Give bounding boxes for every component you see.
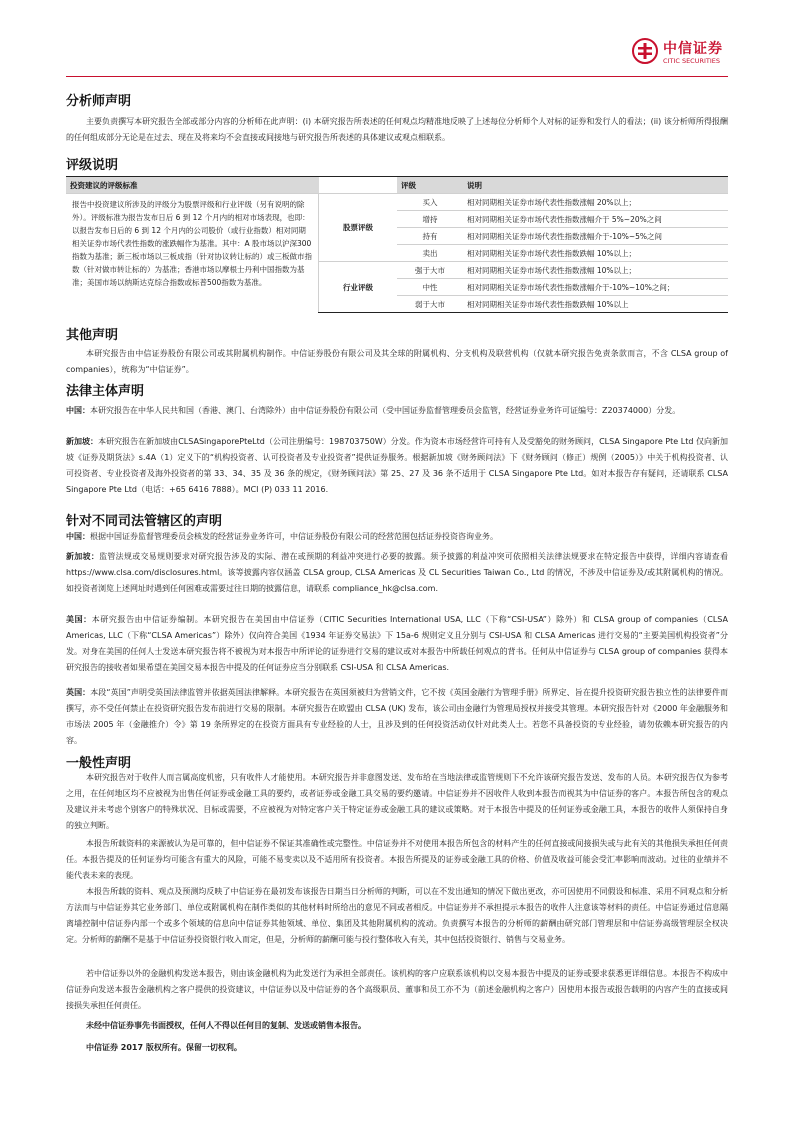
other-statement-text: 本研究报告由中信证券股份有限公司或其附属机构制作。中信证券股份有限公司及其全球的附属机构、分支机构及联营机构（仅就本研究报告免责条款而言，不含 CLSA group of companies），统称为“中信证券”。 xyxy=(66,349,728,374)
stock-rating-sell-desc: 相对同期相关证券市场代表性指数跌幅 10%以上； xyxy=(463,245,728,262)
rating-table xyxy=(66,176,728,312)
rating-standard-text: 报告中投资建议所涉及的评级分为股票评级和行业评级（另有说明的除外）。评级标准为报告发布日后 6 到 12 个月内的相对市场表现，也即：以报告发布日后的 6 到 12 个月内的公司股价（或行业指数）相对同期相关证券市场代表性指数的涨跌幅作为基准。其中：A 股市场以沪深300指数为基准；新三板市场以三板成指（针对协议转让标的）或三板做市指数（针对做市转让标的）为基准；香港市场以摩根士丹利中国指数为基准；美国市场以纳斯达克综合指数或标普500指数为基准。 xyxy=(66,194,319,313)
header-divider xyxy=(66,76,728,77)
section-title-legal: 法律主体声明 xyxy=(66,384,145,399)
section-title-general: 一般性声明 xyxy=(66,756,132,771)
rating-header-standard: 投资建议的评级标准 xyxy=(66,177,319,194)
stock-rating-buy-desc: 相对同期相关证券市场代表性指数涨幅 20%以上； xyxy=(463,194,728,211)
legal-singapore-label: 新加坡： xyxy=(66,437,99,446)
jurisdiction-singapore-text: 监管法规或交易规则要求对研究报告涉及的实际、潜在或预期的利益冲突进行必要的披露。须予披露的利益冲突可依照相关法律法规要求在特定报告中获得，详细内容请查看 https://www.clsa.com/disclosures.html。该等披露内容仅涵盖 CLSA group, CLSA Americas 及 CL Securities Taiwan Co., Ltd 的情况，不涉及中信证券及/或其附属机构的情况。如投资者浏览上述网址时遇到任何困难或需要过往日期的披露信息，请联系 compliance_hk@clsa.com. xyxy=(66,552,729,593)
industry-rating-neutral-desc: 相对同期相关证券市场代表性指数涨幅介于-10%~10%之间； xyxy=(463,279,728,296)
jurisdiction-us-paragraph xyxy=(66,612,728,676)
jurisdiction-singapore-paragraph xyxy=(66,549,728,597)
jurisdiction-us-label: 美国： xyxy=(66,615,92,624)
stock-rating-label: 股票评级 xyxy=(319,194,398,262)
stock-rating-sell: 卖出 xyxy=(397,245,463,262)
jurisdiction-uk-paragraph xyxy=(66,685,728,749)
rating-table-top-rule xyxy=(66,176,728,177)
section-title-other: 其他声明 xyxy=(66,328,119,343)
jurisdiction-uk-label: 英国： xyxy=(66,688,91,697)
citic-logo-icon xyxy=(632,38,658,64)
rating-header-desc: 说明 xyxy=(463,177,728,194)
general-paragraph-3: 本报告所载的资料、观点及预测均反映了中信证券在最初发布该报告日期当日分析师的判断，可以在不发出通知的情况下做出更改，亦可因使用不同假设和标准、采用不同观点和分析方法而与中信证券其它业务部门、单位或附属机构在制作类似的其他材料时所给出的意见不同或者相反。中信证券并不承担提示本报告的收件人注意该等材料的责任。中信证券通过信息隔离墙控制中信证券内部一个或多个领域的信息向中信证券其他领域、单位、集团及其他附属机构的流动。负责撰写本报告的分析师的薪酬由研究部门管理层和中信证券高级管理层全权决定。分析师的薪酬不是基于中信证券投资银行收入而定，但是，分析师的薪酬可能与投行整体收入有关，其中包括投资银行、销售与交易业务。 xyxy=(66,887,728,944)
stock-rating-hold: 持有 xyxy=(397,228,463,245)
legal-china-paragraph xyxy=(66,403,728,419)
rating-header-blank xyxy=(319,177,398,194)
general-paragraph-1: 本研究报告对于收件人而言属高度机密，只有收件人才能使用。本研究报告并非意图发送、发布给在当地法律或监管规则下不允许该研究报告发送、发布的人员。本研究报告仅为参考之用，在任何地区均不应被视为出售任何证券或金融工具的要约，或者证券或金融工具交易的要约邀请。中信证券并不因收件人收到本报告而视其为中信证券的客户。本报告所包含的观点及建议并未考虑个别客户的特殊状况、目标或需要，不应被视为对特定客户关于特定证券或金融工具的建议或策略。对于本报告中提及的任何证券或金融工具，本报告的收件人须保持自身的独立判断。 xyxy=(66,773,728,830)
jurisdiction-singapore-label: 新加坡： xyxy=(66,552,100,561)
industry-rating-label: 行业评级 xyxy=(319,262,398,313)
citic-logo xyxy=(632,36,732,70)
jurisdiction-uk-text: 本段“英国”声明受英国法律监管并依据英国法律解释。本研究报告在英国须被归为营销文件，它不按《英国金融行为管理手册》所界定、旨在提升投资研究报告独立性的法律要件而撰写，亦不受任何禁止在投资研究报告发布前进行交易的限制。本研究报告在欧盟由 CLSA (UK) 发布，该公司由金融行为管理局授权并接受其管理。本研究报告针对《2000 年金融服务和市场法 2005 年（金融推介）令》第 19 条所界定的在投资方面具有专业经验的人士，且涉及到的任何投资活动仅针对此类人士。若您不具备投资的专业经验，请勿依赖本研究报告的内容。 xyxy=(66,688,729,745)
jurisdiction-china-text: 根据中国证券监督管理委员会核发的经营证券业务许可，中信证券股份有限公司的经营范围包括证券投资咨询业务。 xyxy=(90,532,498,541)
stock-rating-hold-desc: 相对同期相关证券市场代表性指数涨幅介于-10%~5%之间 xyxy=(463,228,728,245)
stock-rating-overweight-desc: 相对同期相关证券市场代表性指数涨幅介于 5%~20%之间 xyxy=(463,211,728,228)
industry-rating-outperform: 强于大市 xyxy=(397,262,463,279)
industry-rating-outperform-desc: 相对同期相关证券市场代表性指数涨幅 10%以上； xyxy=(463,262,728,279)
industry-rating-underperform-desc: 相对同期相关证券市场代表性指数跌幅 10%以上 xyxy=(463,296,728,313)
industry-rating-neutral: 中性 xyxy=(397,279,463,296)
general-paragraph-2: 本报告所载资料的来源被认为是可靠的，但中信证券不保证其准确性或完整性。中信证券并不对使用本报告所包含的材料产生的任何直接或间接损失或与此有关的其他损失承担任何责任。本报告提及的任何证券均可能含有重大的风险，可能不易变卖以及不适用所有投资者。本报告所提及的证券或金融工具的价格、价值及收益可能会受汇率影响而波动。过往的业绩并不能代表未来的表现。 xyxy=(66,839,728,880)
copyright-notice: 中信证券 2017 版权所有。保留一切权利。 xyxy=(86,1043,242,1052)
logo-chinese-name: 中信证券 xyxy=(663,41,723,57)
section-title-jurisdiction: 针对不同司法管辖区的声明 xyxy=(66,514,223,529)
industry-rating-underperform: 弱于大市 xyxy=(397,296,463,313)
legal-singapore-text: 本研究报告在新加坡由CLSASingaporePteLtd（公司注册编号：198703750W）分发。作为资本市场经营许可持有人及受豁免的财务顾问，CLSA Singapore Pte Ltd 仅向新加坡《证券及期货法》s.4A（1）定义下的“机构投资者、认可投资者及专业投资者”提供证券服务。根据新加坡《财务顾问法》下《财务顾问（修正）规例（2005）》中关于机构投资者、认可投资者、专业投资者及海外投资者的第 33、34、35 及 36 条的规定，《财务顾问法》第 25、27 及 36 条不适用于 CLSA Singapore Pte Ltd。如对本报告存有疑问，还请联系 CLSA Singapore Pte Ltd（电话：+65 6416 7888）。MCI (P) 033 11 2016. xyxy=(66,437,729,494)
jurisdiction-us-text: 本研究报告由中信证券编制。本研究报告在美国由中信证券（CITIC Securities International USA, LLC（下称“CSI-USA”）除外）和 CLSA group of companies（CLSA Americas, LLC（下称“CLSA Americas”）除外）仅向符合美国《1934 年证券交易法》下 15a-6 规则定义且分别与 CSI-USA 和 CLSA Americas 进行交易的“主要美国机构投资者”分发。对身在美国的任何人士发送本研究报告将不被视为对本报告中所评论的证券进行交易的建议或对本报告中所载任何观点的背书。任何从中信证券与 CLSA group of companies 获得本研究报告的接收者如果希望在美国交易本报告中提及的任何证券应当分别联系 CSI-USA 和 CLSA Americas. xyxy=(66,615,728,672)
section-title-analyst: 分析师声明 xyxy=(66,94,132,109)
stock-rating-buy: 买入 xyxy=(397,194,463,211)
jurisdiction-china-label: 中国： xyxy=(66,532,90,541)
rating-header-rating: 评级 xyxy=(397,177,463,194)
legal-singapore-paragraph xyxy=(66,434,728,498)
legal-china-label: 中国： xyxy=(66,406,90,415)
section-title-rating: 评级说明 xyxy=(66,158,119,173)
legal-china-text: 本研究报告在中华人民共和国（香港、澳门、台湾除外）由中信证券股份有限公司（受中国证券监督管理委员会监管，经营证券业务许可证编号：Z20374000）分发。 xyxy=(90,406,681,415)
stock-rating-overweight: 增持 xyxy=(397,211,463,228)
logo-english-name: CITIC SECURITIES xyxy=(663,57,721,65)
analyst-statement-text: 主要负责撰写本研究报告全部或部分内容的分析师在此声明：(i) 本研究报告所表述的任何观点均精准地反映了上述每位分析师个人对标的证券和发行人的看法；(ii) 该分析师所得报酬的任何组成部分无论是在过去、现在及将来均不会直接或间接地与研究报告所表述的具体建议或观点相联系。 xyxy=(66,117,728,142)
jurisdiction-china-paragraph xyxy=(66,529,728,545)
general-paragraph-4: 若中信证券以外的金融机构发送本报告，则由该金融机构为此发送行为承担全部责任。该机构的客户应联系该机构以交易本报告中提及的证券或要求获悉更详细信息。本报告不构成中信证券向发送本报告金融机构之客户提供的投资建议，中信证券以及中信证券的各个高级职员、董事和员工亦不为（前述金融机构之客户）因使用本报告或报告载明的内容产生的直接或间接损失承担任何责任。 xyxy=(66,969,728,1010)
copy-prohibition-notice: 未经中信证券事先书面授权，任何人不得以任何目的复制、发送或销售本报告。 xyxy=(86,1021,366,1030)
